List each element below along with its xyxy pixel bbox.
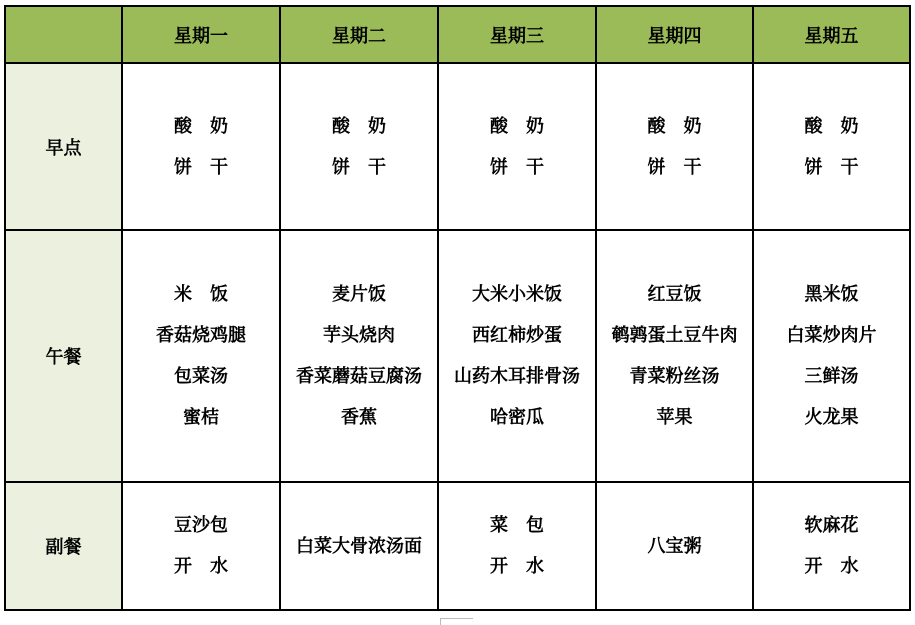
- header-row: [5, 6, 910, 63]
- menu-cell: [280, 63, 438, 230]
- menu-cell: [438, 63, 596, 230]
- menu-item: 饼 干: [332, 156, 386, 178]
- breakfast-row: [5, 63, 910, 230]
- menu-item: 哈密瓜: [490, 407, 544, 428]
- menu-item: 米 饭: [174, 284, 228, 305]
- menu-cell: [596, 230, 753, 482]
- menu-item: 山药木耳排骨汤: [454, 366, 580, 387]
- menu-item: 芋头烧肉: [323, 325, 395, 346]
- menu-item: 黑米饭: [804, 284, 859, 305]
- menu-cell: [280, 482, 438, 610]
- menu-item: 饼 干: [174, 156, 228, 178]
- menu-item: 火龙果: [804, 407, 859, 428]
- menu-item: 香蕉: [341, 407, 377, 428]
- menu-item: 苹果: [656, 407, 693, 428]
- menu-item: 开 水: [490, 556, 544, 577]
- corner-cell: [5, 6, 122, 63]
- weekly-menu-table: [4, 5, 911, 611]
- menu-cell: [596, 63, 753, 230]
- menu-item: 香菇烧鸡腿: [156, 325, 246, 346]
- breakfast-label: 早点: [5, 63, 122, 230]
- menu-item: 蜜桔: [183, 407, 219, 428]
- day-header-tue: 星期二: [280, 6, 438, 63]
- day-header-mon: 星期一: [122, 6, 280, 63]
- menu-item: 三鲜汤: [804, 366, 859, 387]
- menu-cell: [122, 230, 280, 482]
- menu-cell: [753, 482, 910, 610]
- menu-item: 豆沙包: [174, 515, 228, 536]
- menu-cell: [438, 230, 596, 482]
- day-header-fri: 星期五: [753, 6, 910, 63]
- menu-cell: [753, 63, 910, 230]
- menu-cell: [438, 482, 596, 610]
- menu-item: 鹌鹑蛋土豆牛肉: [611, 325, 738, 346]
- day-header-wed: 星期三: [438, 6, 596, 63]
- snack-row: [5, 482, 910, 610]
- menu-item: 酸 奶: [332, 115, 386, 137]
- menu-cell: [753, 230, 910, 482]
- menu-item: 酸 奶: [174, 115, 228, 137]
- lunch-row: [5, 230, 910, 482]
- menu-item: 红豆饭: [647, 284, 702, 305]
- menu-item: 饼 干: [490, 156, 544, 178]
- menu-item: 八宝粥: [647, 535, 702, 557]
- menu-item: 软麻花: [804, 515, 859, 536]
- menu-item: 开 水: [174, 556, 228, 577]
- menu-item: 饼 干: [647, 156, 702, 178]
- menu-cell: [280, 230, 438, 482]
- menu-item: 饼 干: [804, 156, 859, 178]
- menu-item: 酸 奶: [804, 115, 859, 137]
- menu-item: 白菜大骨浓汤面: [296, 535, 422, 557]
- menu-item: 大米小米饭: [472, 284, 562, 305]
- snack-label: 副餐: [5, 482, 122, 610]
- menu-item: 青菜粉丝汤: [629, 366, 720, 387]
- menu-item: 菜 包: [490, 515, 544, 536]
- menu-item: 白菜炒肉片: [786, 325, 877, 346]
- day-header-thu: 星期四: [596, 6, 753, 63]
- menu-item: 开 水: [804, 556, 859, 577]
- menu-cell: [122, 63, 280, 230]
- menu-item: 香菜蘑菇豆腐汤: [296, 366, 422, 387]
- menu-item: 酸 奶: [490, 115, 544, 137]
- menu-item: 包菜汤: [174, 366, 228, 387]
- menu-cell: [596, 482, 753, 610]
- menu-item: 西红柿炒蛋: [472, 325, 562, 346]
- lunch-label: 午餐: [5, 230, 122, 482]
- menu-cell: [122, 482, 280, 610]
- menu-item: 酸 奶: [647, 115, 702, 137]
- menu-item: 麦片饭: [332, 284, 386, 305]
